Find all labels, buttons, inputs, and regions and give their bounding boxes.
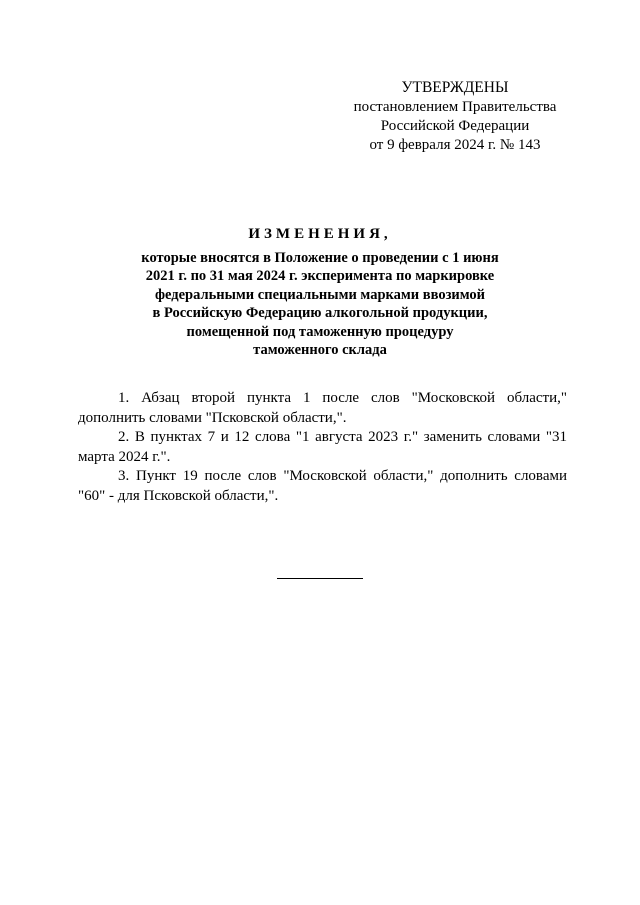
subtitle-line: 2021 г. по 31 мая 2024 г. эксперимента по маркировке [145, 268, 495, 285]
subtitle-line: которые вносятся в Положение о проведении с 1 июня [141, 250, 499, 266]
document-body [78, 389, 567, 507]
approval-line-2: Российской Федерации [380, 118, 530, 134]
approval-heading: УТВЕРЖДЕНЫ [401, 79, 509, 96]
approval-line-1: постановлением Правительства [353, 99, 557, 115]
subtitle-line: федеральными специальными марками ввозимой [154, 286, 486, 303]
subtitle-line: помещенной под таможенную процедуру [186, 323, 454, 340]
document-subtitle [100, 249, 540, 359]
approval-line-3: от 9 февраля 2024 г. № 143 [369, 137, 541, 153]
subtitle-line: таможенного склада [253, 342, 387, 359]
subtitle-line: в Российскую Федерацию алкогольной продукции, [152, 305, 488, 322]
amendment-item-2: 2. В пунктах 7 и 12 слова "1 августа 2023 г." заменить словами "31 марта 2024 г.". [78, 429, 567, 465]
document-title: ИЗМЕНЕНИЯ, [248, 226, 392, 242]
approval-block [340, 78, 570, 155]
amendment-item-3: 3. Пункт 19 после слов "Московской области," дополнить словами "60" - для Псковской области,". [78, 468, 567, 504]
closing-divider [277, 578, 363, 579]
amendment-item-1: 1. Абзац второй пункта 1 после слов "Московской области," дополнить словами "Псковской области,". [78, 390, 567, 426]
